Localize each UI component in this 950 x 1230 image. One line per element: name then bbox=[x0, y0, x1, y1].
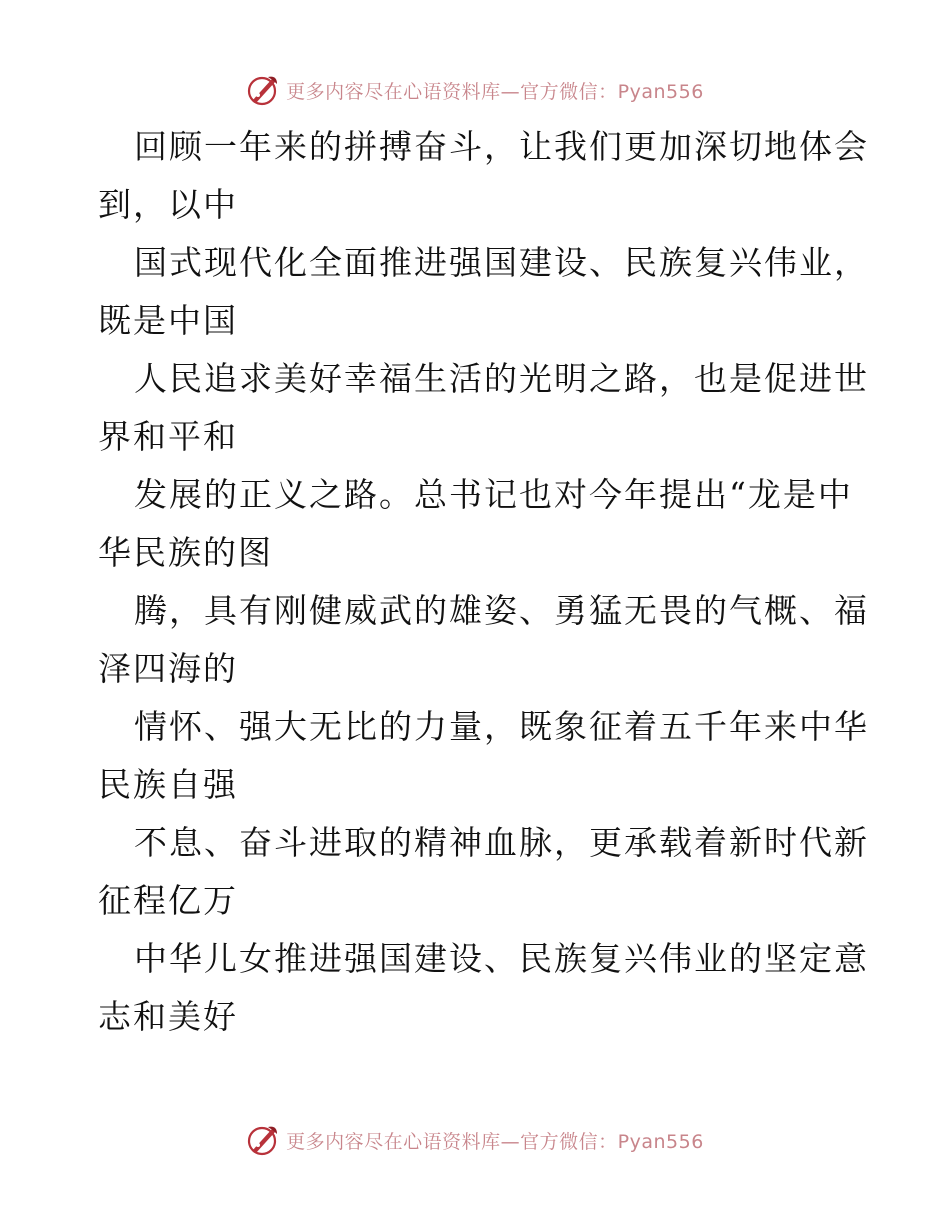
paragraph-line: 发展的正义之路。总书记也对今年提出“龙是中 bbox=[134, 475, 853, 514]
document-body bbox=[98, 118, 869, 1046]
quill-pen-logo-icon bbox=[246, 1123, 280, 1157]
paragraph-line: 国式现代化全面推进强国建设、民族复兴伟业， bbox=[134, 243, 869, 282]
paragraph-line: 到，以中 bbox=[98, 185, 238, 224]
paragraph-line: 泽四海的 bbox=[98, 649, 238, 688]
paragraph-line: 征程亿万 bbox=[98, 881, 238, 920]
paragraph-line: 既是中国 bbox=[98, 301, 238, 340]
paragraph-line: 人民追求美好幸福生活的光明之路，也是促进世 bbox=[134, 359, 869, 398]
paragraph-line: 腾，具有刚健威武的雄姿、勇猛无畏的气概、福 bbox=[134, 591, 869, 630]
paragraph bbox=[98, 234, 869, 350]
paragraph bbox=[98, 582, 869, 698]
paragraph-line: 志和美好 bbox=[98, 997, 238, 1036]
footer-watermark-text: 更多内容尽在心语资料库—官方微信：Pyan556 bbox=[286, 1130, 704, 1153]
header-watermark-banner bbox=[0, 70, 950, 110]
paragraph-line: 回顾一年来的拼搏奋斗，让我们更加深切地体会 bbox=[134, 127, 869, 166]
paragraph bbox=[98, 698, 869, 814]
paragraph-line: 民族自强 bbox=[98, 765, 238, 804]
footer-watermark-banner bbox=[0, 1120, 950, 1160]
paragraph bbox=[98, 118, 869, 234]
paragraph-line: 情怀、强大无比的力量，既象征着五千年来中华 bbox=[134, 707, 869, 746]
paragraph-line: 不息、奋斗进取的精神血脉，更承载着新时代新 bbox=[134, 823, 869, 862]
paragraph-line: 中华儿女推进强国建设、民族复兴伟业的坚定意 bbox=[134, 939, 869, 978]
paragraph-line: 界和平和 bbox=[98, 417, 238, 456]
paragraph bbox=[98, 814, 869, 930]
paragraph bbox=[98, 350, 869, 466]
paragraph bbox=[98, 466, 858, 582]
paragraph-line: 华民族的图 bbox=[98, 533, 273, 572]
header-watermark-text: 更多内容尽在心语资料库—官方微信：Pyan556 bbox=[286, 80, 704, 103]
paragraph bbox=[98, 930, 869, 1046]
quill-pen-logo-icon bbox=[246, 73, 280, 107]
